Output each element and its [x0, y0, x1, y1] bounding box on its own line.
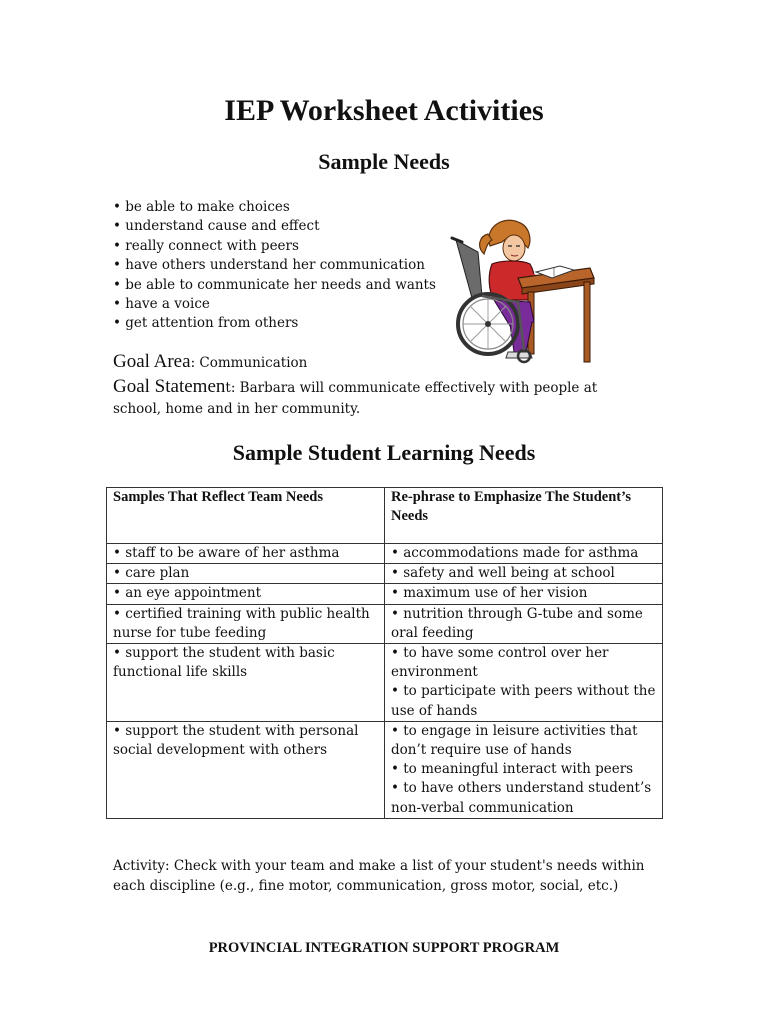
page-title: IEP Worksheet Activities	[224, 94, 544, 127]
table-row	[107, 564, 663, 584]
cell-text: • support the student with basic functional life skills	[113, 645, 335, 681]
cell-text: • nutrition through G-tube and some oral feeding	[391, 605, 643, 641]
table-row	[107, 604, 663, 643]
cell-text: • to have some control over her environment	[391, 645, 609, 681]
cell-text: • staff to be aware of her asthma	[113, 545, 340, 561]
table-header-row	[107, 488, 663, 544]
student-need-cell	[385, 544, 663, 564]
cell-text: • to participate with peers without the use of hands	[391, 683, 656, 719]
needs-list-item: • really connect with peers	[113, 237, 299, 254]
cell-text: • support the student with personal social development with others	[113, 722, 359, 759]
needs-list	[113, 198, 443, 334]
cell-text: • to engage in leisure activities that don’t require use of hands	[391, 722, 638, 759]
cell-text: • accommodations made for asthma	[391, 545, 639, 561]
goal-area-label: Goal Area	[113, 351, 191, 372]
cell-text: • safety and well being at school	[391, 565, 615, 582]
goal-statement-label-end: t	[225, 380, 231, 396]
goal-area-separator: :	[190, 355, 200, 371]
footer-program-name: PROVINCIAL INTEGRATION SUPPORT PROGRAM	[208, 940, 560, 956]
table-row	[107, 721, 663, 818]
activity-instructions: Activity: Check with your team and make a list of your student's needs within each discipline (e.g., fine motor, communication, gross motor, social, etc.)	[113, 858, 645, 894]
team-need-cell	[107, 584, 385, 604]
student-wheelchair-desk-icon	[448, 212, 596, 372]
cell-text: • to meaningful interact with peers	[391, 761, 634, 778]
learning-needs-heading: Sample Student Learning Needs	[232, 440, 536, 465]
needs-list-item: • have others understand her communication	[113, 257, 425, 274]
goal-area-value: Communication	[199, 355, 308, 371]
student-need-cell	[385, 721, 663, 818]
table-row	[107, 584, 663, 604]
team-need-cell	[107, 604, 385, 643]
cell-text: • to have others understand student’s non-verbal communication	[391, 780, 652, 816]
team-need-cell	[107, 564, 385, 584]
sample-needs-heading: Sample Needs	[318, 149, 450, 174]
cell-text: • maximum use of her vision	[391, 585, 588, 602]
goal-statement	[113, 376, 633, 420]
column-header-student-needs: Re-phrase to Emphasize The Student’s Needs	[385, 488, 663, 544]
team-need-cell	[107, 544, 385, 564]
cell-text: • care plan	[113, 565, 190, 582]
goal-statement-text: Barbara will communicate effectively with people at school, home and in her community.	[113, 380, 598, 417]
table-row	[107, 644, 663, 722]
team-need-cell	[107, 644, 385, 722]
needs-list-item: • be able to make choices	[113, 199, 290, 215]
goal-statement-label: Goal Statemen	[113, 376, 226, 397]
student-need-cell	[385, 604, 663, 643]
team-need-cell	[107, 721, 385, 818]
needs-list-item: • get attention from others	[113, 315, 299, 332]
needs-list-item: • be able to communicate her needs and wants	[113, 276, 436, 293]
column-header-team-needs: Samples That Reflect Team Needs	[107, 488, 385, 544]
student-need-cell	[385, 564, 663, 584]
goal-statement-separator: :	[230, 380, 240, 396]
goal-area	[113, 351, 307, 373]
table-row	[107, 544, 663, 564]
learning-needs-table	[106, 487, 663, 819]
needs-list-item: • understand cause and effect	[113, 218, 320, 235]
cell-text: • certified training with public health nurse for tube feeding	[113, 605, 370, 641]
needs-list-item: • have a voice	[113, 296, 210, 313]
student-need-cell	[385, 584, 663, 604]
student-need-cell	[385, 644, 663, 722]
cell-text: • an eye appointment	[113, 585, 261, 602]
